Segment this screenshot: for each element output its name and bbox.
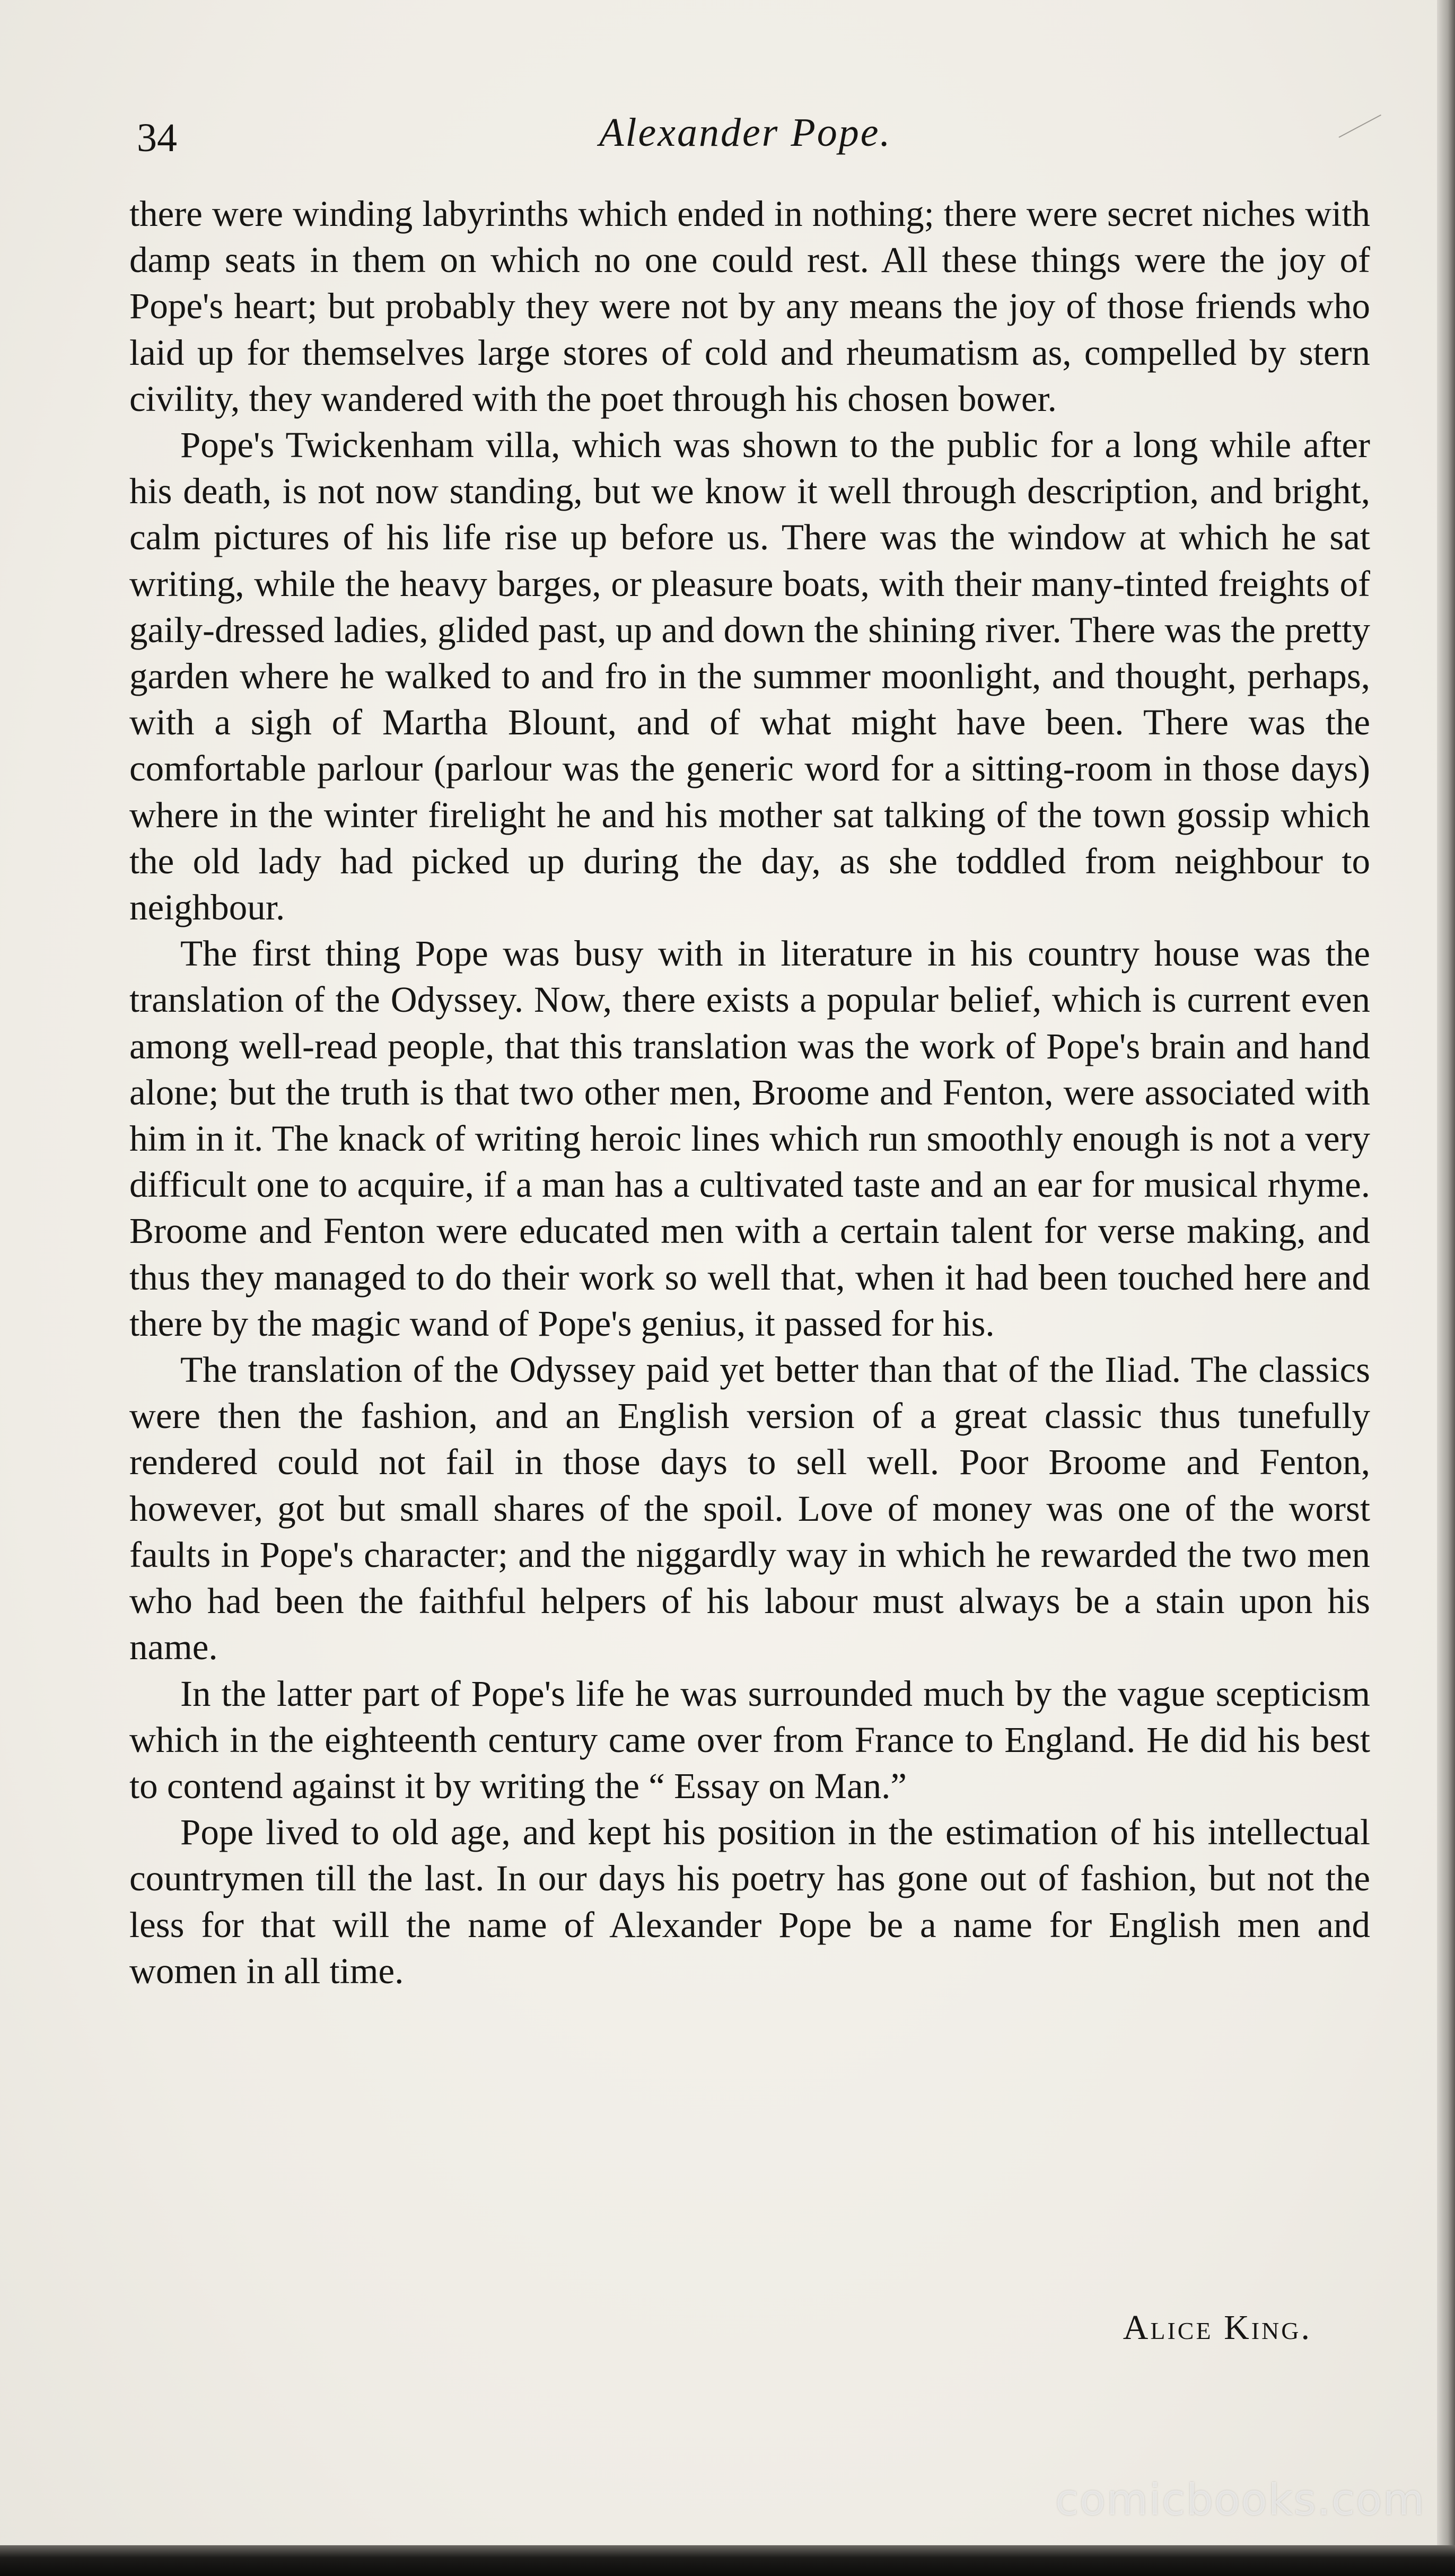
paragraph-3: The first thing Pope was busy with in literature in his country house was the translation of the Odyssey. Now, there exists a popular belief, which is current even among well-read people, that this translation was the work of Pope's brain and hand alone; but the truth is that two other men, Broome and Fenton, were associated with him in it. The knack of writing heroic lines which run smoothly enough is not a very difficult one to acquire, if a man has a cultivated taste and an ear for musical rhyme. Broome and Fenton were educated men with a certain talent for verse making, and thus they managed to do their work so well that, when it had been touched here and there by the magic wand of Pope's genius, it passed for his.: [129, 933, 1370, 1344]
author-signature: Alice King.: [1123, 2308, 1312, 2347]
site-watermark: comicbooks.com: [1055, 2475, 1425, 2525]
paragraph-2: Pope's Twickenham villa, which was shown to the public for a long while after his death, is not now standing, but we know it well through description, and bright, calm pictures of his life rise up before us. There was the window at which he sat writing, while the heavy barges, or pleasure boats, with their many-tinted freights of gaily-dressed ladies, glided past, up and down the shining river. There was the pretty garden where he walked to and fro in the summer moonlight, and thought, perhaps, with a sigh of Martha Blount, and of what might have been. There was the comfortable parlour (parlour was the generic word for a sitting-room in those days) where in the winter firelight he and his mother sat talking of the town gossip which the old lady had picked up during the day, as she toddled from neighbour to neighbour.: [129, 425, 1370, 928]
body-text: [129, 191, 1370, 1994]
paragraph-5: In the latter part of Pope's life he was surrounded much by the vague scepticism which in the eighteenth century came over from France to England. He did his best to contend against it by writing the “ Essay on Man.”: [129, 1673, 1370, 1806]
page-header: [0, 106, 1455, 164]
paragraph-4: The translation of the Odyssey paid yet better than that of the Iliad. The classics were then the fashion, and an English version of a great classic thus tunefully rendered could not fail in those days to sell well. Poor Broome and Fenton, however, got but small shares of the spoil. Love of money was one of the worst faults in Pope's character; and the niggardly way in which he rewarded the two men who had been the faithful helpers of his labour must always be a stain upon his name.: [129, 1350, 1370, 1668]
page-number: 34: [137, 116, 177, 160]
scan-bottom-edge: [0, 2545, 1455, 2576]
paragraph-6: Pope lived to old age, and kept his position in the estimation of his intellectual countrymen till the last. In our days his poetry has gone out of fashion, but not the less for that will the name of Alexander Pope be a name for English men and women in all time.: [129, 1812, 1370, 1991]
page-edge-shadow: [1437, 0, 1455, 2576]
paragraph-1: there were winding labyrinths which ended in nothing; there were secret niches with damp seats in them on which no one could rest. All these things were the joy of Pope's heart; but probably they were not by any means the joy of those friends who laid up for themselves large stores of cold and rheumatism as, compelled by stern civility, they wandered with the poet through his chosen bower.: [129, 194, 1370, 419]
running-title: Alexander Pope.: [599, 110, 892, 155]
